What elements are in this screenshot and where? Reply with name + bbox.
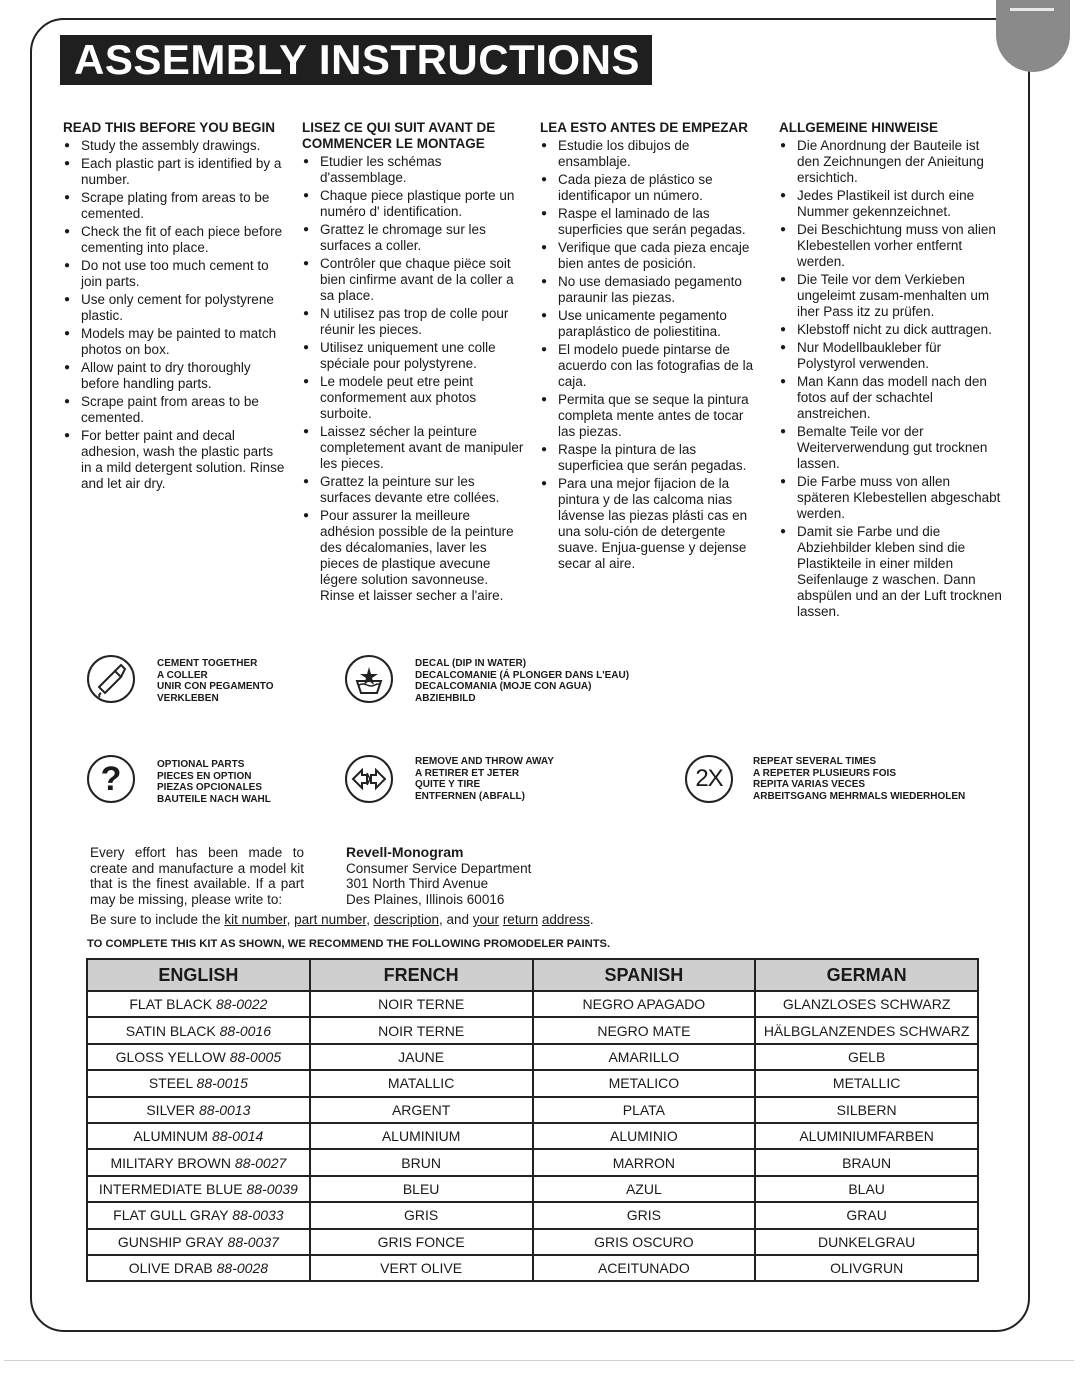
cell-spanish: AMARILLO	[533, 1044, 756, 1070]
corner-tab	[996, 0, 1070, 72]
cell-french: NOIR TERNE	[310, 991, 533, 1017]
instruction-item: ● Etudier les schémas d'assemblage.	[302, 154, 524, 186]
cell-french: GRIS FONCE	[310, 1229, 533, 1255]
table-row	[87, 1202, 978, 1228]
cell-english: ALUMINUM 88-0014	[87, 1123, 310, 1149]
instruction-item: ● Klebstoff nicht zu dick auttragen.	[779, 322, 1003, 338]
remove-throw-away-icon	[345, 755, 393, 803]
company-name: Revell-Monogram	[346, 844, 464, 860]
cell-spanish: AZUL	[533, 1176, 756, 1202]
paint-code: 88-0013	[199, 1101, 251, 1118]
symbol-label: CEMENT TOGETHER A COLLER UNIR CON PEGAMENTO VERKLEBEN	[157, 658, 274, 704]
instruction-list	[302, 154, 524, 604]
instruction-item: ● Models may be painted to match photos on box.	[63, 326, 285, 358]
column-heading: ALLGEMEINE HINWEISE	[779, 120, 939, 135]
table-row	[87, 1123, 978, 1149]
instruction-item: ● Chaque piece plastique porte un numéro d' identification.	[302, 188, 524, 220]
instruction-item: ● Bemalte Teile vor der Weiterverwendung gut trocknen lassen.	[779, 424, 1003, 472]
cell-spanish: ACEITUNADO	[533, 1255, 756, 1281]
address-line: Des Plaines, Illinois 60016	[346, 892, 505, 908]
cell-german: METALLIC	[755, 1070, 978, 1096]
cell-spanish: MARRON	[533, 1149, 756, 1175]
cell-spanish: ALUMINIO	[533, 1123, 756, 1149]
address-line: 301 North Third Avenue	[346, 876, 489, 892]
paint-code: 88-0039	[246, 1180, 298, 1197]
cell-french: GRIS	[310, 1202, 533, 1228]
instructions-german	[779, 120, 1003, 622]
paint-code: 88-0028	[216, 1260, 269, 1277]
header-spanish: SPANISH	[533, 959, 756, 991]
cell-german: BRAUN	[755, 1149, 978, 1175]
contact-address	[346, 845, 531, 908]
instruction-item: ● Check the fit of each piece before cementing into place.	[63, 224, 285, 256]
instruction-item: ● Cada pieza de plástico se identificapor un número.	[540, 172, 762, 204]
table-header-row	[87, 959, 978, 991]
cell-english: SATIN BLACK 88-0016	[87, 1017, 310, 1043]
instruction-item: ● Estudie los dibujos de ensamblaje.	[540, 138, 762, 170]
instruction-item: ● El modelo puede pintarse de acuerdo con las fotografias de la caja.	[540, 342, 762, 390]
cell-english: FLAT BLACK 88-0022	[87, 991, 310, 1017]
table-row	[87, 1070, 978, 1096]
instruction-item: ● Raspe el laminado de las superficies que serán pegadas.	[540, 206, 762, 238]
instruction-list	[63, 138, 285, 492]
cell-french: MATALLIC	[310, 1070, 533, 1096]
cell-german: GRAU	[755, 1202, 978, 1228]
header-english: ENGLISH	[87, 959, 310, 991]
cell-english: STEEL 88-0015	[87, 1070, 310, 1096]
instruction-item: ● Die Teile vor dem Verkieben ungeleimt zusam-menhalten um iher Pass itz zu prüfen.	[779, 272, 1003, 320]
instruction-item: ● N utilisez pas trop de colle pour réunir les pieces.	[302, 306, 524, 338]
cell-spanish: METALICO	[533, 1070, 756, 1096]
instruction-item: ● Do not use too much cement to join parts.	[63, 258, 285, 290]
cell-german: HÄLBGLANZENDES SCHWARZ	[755, 1017, 978, 1043]
table-row	[87, 1044, 978, 1070]
cell-french: ARGENT	[310, 1097, 533, 1123]
instruction-item: ● Dei Beschichtung muss von alien Klebestellen vorher entfernt werden.	[779, 222, 1003, 270]
instruction-item: ● Jedes Plastikeil ist durch eine Nummer gekennzeichnet.	[779, 188, 1003, 220]
paint-code: 88-0022	[216, 996, 268, 1013]
column-heading: READ THIS BEFORE YOU BEGIN	[63, 120, 276, 135]
instruction-item: ● Scrape plating from areas to be cemented.	[63, 190, 285, 222]
instruction-item: ● Die Anordnung der Bauteile ist den Zeichnungen der Anieitung ersichtich.	[779, 138, 1003, 186]
table-row	[87, 991, 978, 1017]
cell-english: MILITARY BROWN 88-0027	[87, 1149, 310, 1175]
paint-recommendation: TO COMPLETE THIS KIT AS SHOWN, WE RECOMMEND THE FOLLOWING PROMODELER PAINTS.	[87, 938, 611, 950]
cell-spanish: NEGRO MATE	[533, 1017, 756, 1043]
paint-table	[86, 958, 979, 1282]
address-line: Consumer Service Department	[346, 860, 532, 876]
cell-french: NOIR TERNE	[310, 1017, 533, 1043]
cell-english: SILVER 88-0013	[87, 1097, 310, 1123]
symbol-label: REMOVE AND THROW AWAY A RETIRER ET JETER QUITE Y TIRE ENTFERNEN (ABFALL)	[415, 756, 554, 802]
paint-code: 88-0015	[196, 1075, 248, 1092]
question-mark-icon: ?	[87, 755, 135, 803]
cell-english: FLAT GULL GRAY 88-0033	[87, 1202, 310, 1228]
cell-english: INTERMEDIATE BLUE 88-0039	[87, 1176, 310, 1202]
instruction-item: ● For better paint and decal adhesion, wash the plastic parts in a mild detergent solution. Rinse and let air dry.	[63, 428, 285, 492]
paint-rows	[87, 991, 978, 1281]
cell-german: BLAU	[755, 1176, 978, 1202]
symbol-label: OPTIONAL PARTS PIECES EN OPTION PIEZAS OPCIONALES BAUTEILE NACH WAHL	[157, 759, 271, 805]
cell-french: JAUNE	[310, 1044, 533, 1070]
instruction-item: ● Grattez la peinture sur les surfaces devante etre collées.	[302, 474, 524, 506]
table-row	[87, 1176, 978, 1202]
cell-german: DUNKELGRAU	[755, 1229, 978, 1255]
instruction-item: ● Contrôler que chaque piëce soit bien cinfirme avant de la coller a sa place.	[302, 256, 524, 304]
instruction-item: ● Para una mejor fijacion de la pintura y de las calcoma nias lávense las piezas plásti cas en una solu-ción de detergente suave. Enjua-guense y dejense secar al aire.	[540, 476, 762, 572]
paint-code: 88-0014	[211, 1128, 264, 1145]
header-french: FRENCH	[310, 959, 533, 991]
cell-english: OLIVE DRAB 88-0028	[87, 1255, 310, 1281]
table-row	[87, 1097, 978, 1123]
instruction-item: ● Each plastic part is identified by a number.	[63, 156, 285, 188]
instruction-item: ● Grattez le chromage sur les surfaces a coller.	[302, 222, 524, 254]
instruction-item: ● No use demasiado pegamento paraunir las piezas.	[540, 274, 762, 306]
instruction-list	[779, 138, 1003, 620]
instruction-item: ● Nur Modellbaukleber für Polystyrol verwenden.	[779, 340, 1003, 372]
cell-german: ALUMINIUMFARBEN	[755, 1123, 978, 1149]
cell-english: GLOSS YELLOW 88-0005	[87, 1044, 310, 1070]
header-german: GERMAN	[755, 959, 978, 991]
cell-spanish: GRIS	[533, 1202, 756, 1228]
symbol-label: DECAL (DIP IN WATER) DECALCOMANIE (Á PLONGER DANS L'EAU) DECALCOMANIA (MOJE CON AGUA) ABZIEHBILD	[415, 658, 630, 704]
cell-german: SILBERN	[755, 1097, 978, 1123]
instructions-english	[63, 120, 285, 494]
cell-spanish: NEGRO APAGADO	[533, 991, 756, 1017]
instruction-list	[540, 138, 762, 572]
page-title: ASSEMBLY INSTRUCTIONS	[60, 35, 652, 85]
paint-code: 88-0016	[219, 1022, 272, 1039]
cell-german: GLANZLOSES SCHWARZ	[755, 991, 978, 1017]
instruction-item: ● Scrape paint from areas to be cemented.	[63, 394, 285, 426]
cell-french: VERT OLIVE	[310, 1255, 533, 1281]
instruction-item: ● Damit sie Farbe und die Abziehbilder kleben sind die Plastikteile in einer milden Seifenlauge z waschen. Dann abspülen und an der Luft trocknen lassen.	[779, 524, 1003, 620]
instruction-item: ● Pour assurer la meilleure adhésion possible de la peinture des décalomanies, laver les pieces de plastique avecune légere solution savonneuse. Rinse et laisser secher a l'aire.	[302, 508, 524, 604]
table-row	[87, 1229, 978, 1255]
instruction-item: ● Le modele peut etre peint conformement aux photos surboite.	[302, 374, 524, 422]
cell-french: ALUMINIUM	[310, 1123, 533, 1149]
table-row	[87, 1017, 978, 1043]
decal-water-icon	[345, 655, 393, 703]
symbol-label: REPEAT SEVERAL TIMES A REPETER PLUSIEURS FOIS REPITA VARIAS VECES ARBEITSGANG MEHRMALS WIEDERHOLEN	[753, 756, 966, 802]
table-row	[87, 1149, 978, 1175]
repeat-2x-icon: 2X	[685, 755, 733, 803]
contact-intro: Every effort has been made to create and manufacture a model kit that is the finest available. If a part may be missing, please write to:	[90, 845, 304, 908]
cell-german: GELB	[755, 1044, 978, 1070]
column-heading: LISEZ CE QUI SUIT AVANT DE COMMENCER LE MONTAGE	[302, 120, 496, 151]
cell-german: OLIVGRUN	[755, 1255, 978, 1281]
cell-spanish: PLATA	[533, 1097, 756, 1123]
instruction-item: ● Laissez sécher la peinture completement avant de manipuler les pieces.	[302, 424, 524, 472]
paint-code: 88-0037	[227, 1233, 279, 1250]
instruction-item: ● Use unicamente pegamento paraplástico de poliestitina.	[540, 308, 762, 340]
table-row	[87, 1255, 978, 1281]
paint-code: 88-0005	[229, 1048, 282, 1065]
instruction-item: ● Allow paint to dry thoroughly before handling parts.	[63, 360, 285, 392]
cement-tube-icon	[87, 655, 135, 703]
instructions-french	[302, 120, 524, 606]
cell-french: BRUN	[310, 1149, 533, 1175]
instruction-item: ● Verifique que cada pieza encaje bien antes de posición.	[540, 240, 762, 272]
instruction-item: ● Raspe la pintura de las superficiea que serán pegadas.	[540, 442, 762, 474]
instruction-item: ● Die Farbe muss von allen späteren Klebestellen abgeschabt werden.	[779, 474, 1003, 522]
instruction-item: ● Man Kann das modell nach den fotos auf der schachtel anstreichen.	[779, 374, 1003, 422]
column-heading: LEA ESTO ANTES DE EMPEZAR	[540, 120, 749, 135]
cell-french: BLEU	[310, 1176, 533, 1202]
instruction-item: ● Permita que se seque la pintura completa mente antes de tocar las piezas.	[540, 392, 762, 440]
instruction-item: ● Study the assembly drawings.	[63, 138, 285, 154]
bottom-rule	[4, 1360, 1074, 1361]
paint-code: 88-0027	[234, 1154, 287, 1171]
instruction-item: ● Utilisez uniquement une colle spéciale pour polystyrene.	[302, 340, 524, 372]
cell-english: GUNSHIP GRAY 88-0037	[87, 1229, 310, 1255]
instruction-item: ● Use only cement for polystyrene plastic.	[63, 292, 285, 324]
include-note: Be sure to include the kit number, part number, description, and your return address.	[90, 912, 594, 927]
paint-code: 88-0033	[232, 1207, 284, 1224]
instructions-spanish	[540, 120, 762, 574]
cell-spanish: GRIS OSCURO	[533, 1229, 756, 1255]
